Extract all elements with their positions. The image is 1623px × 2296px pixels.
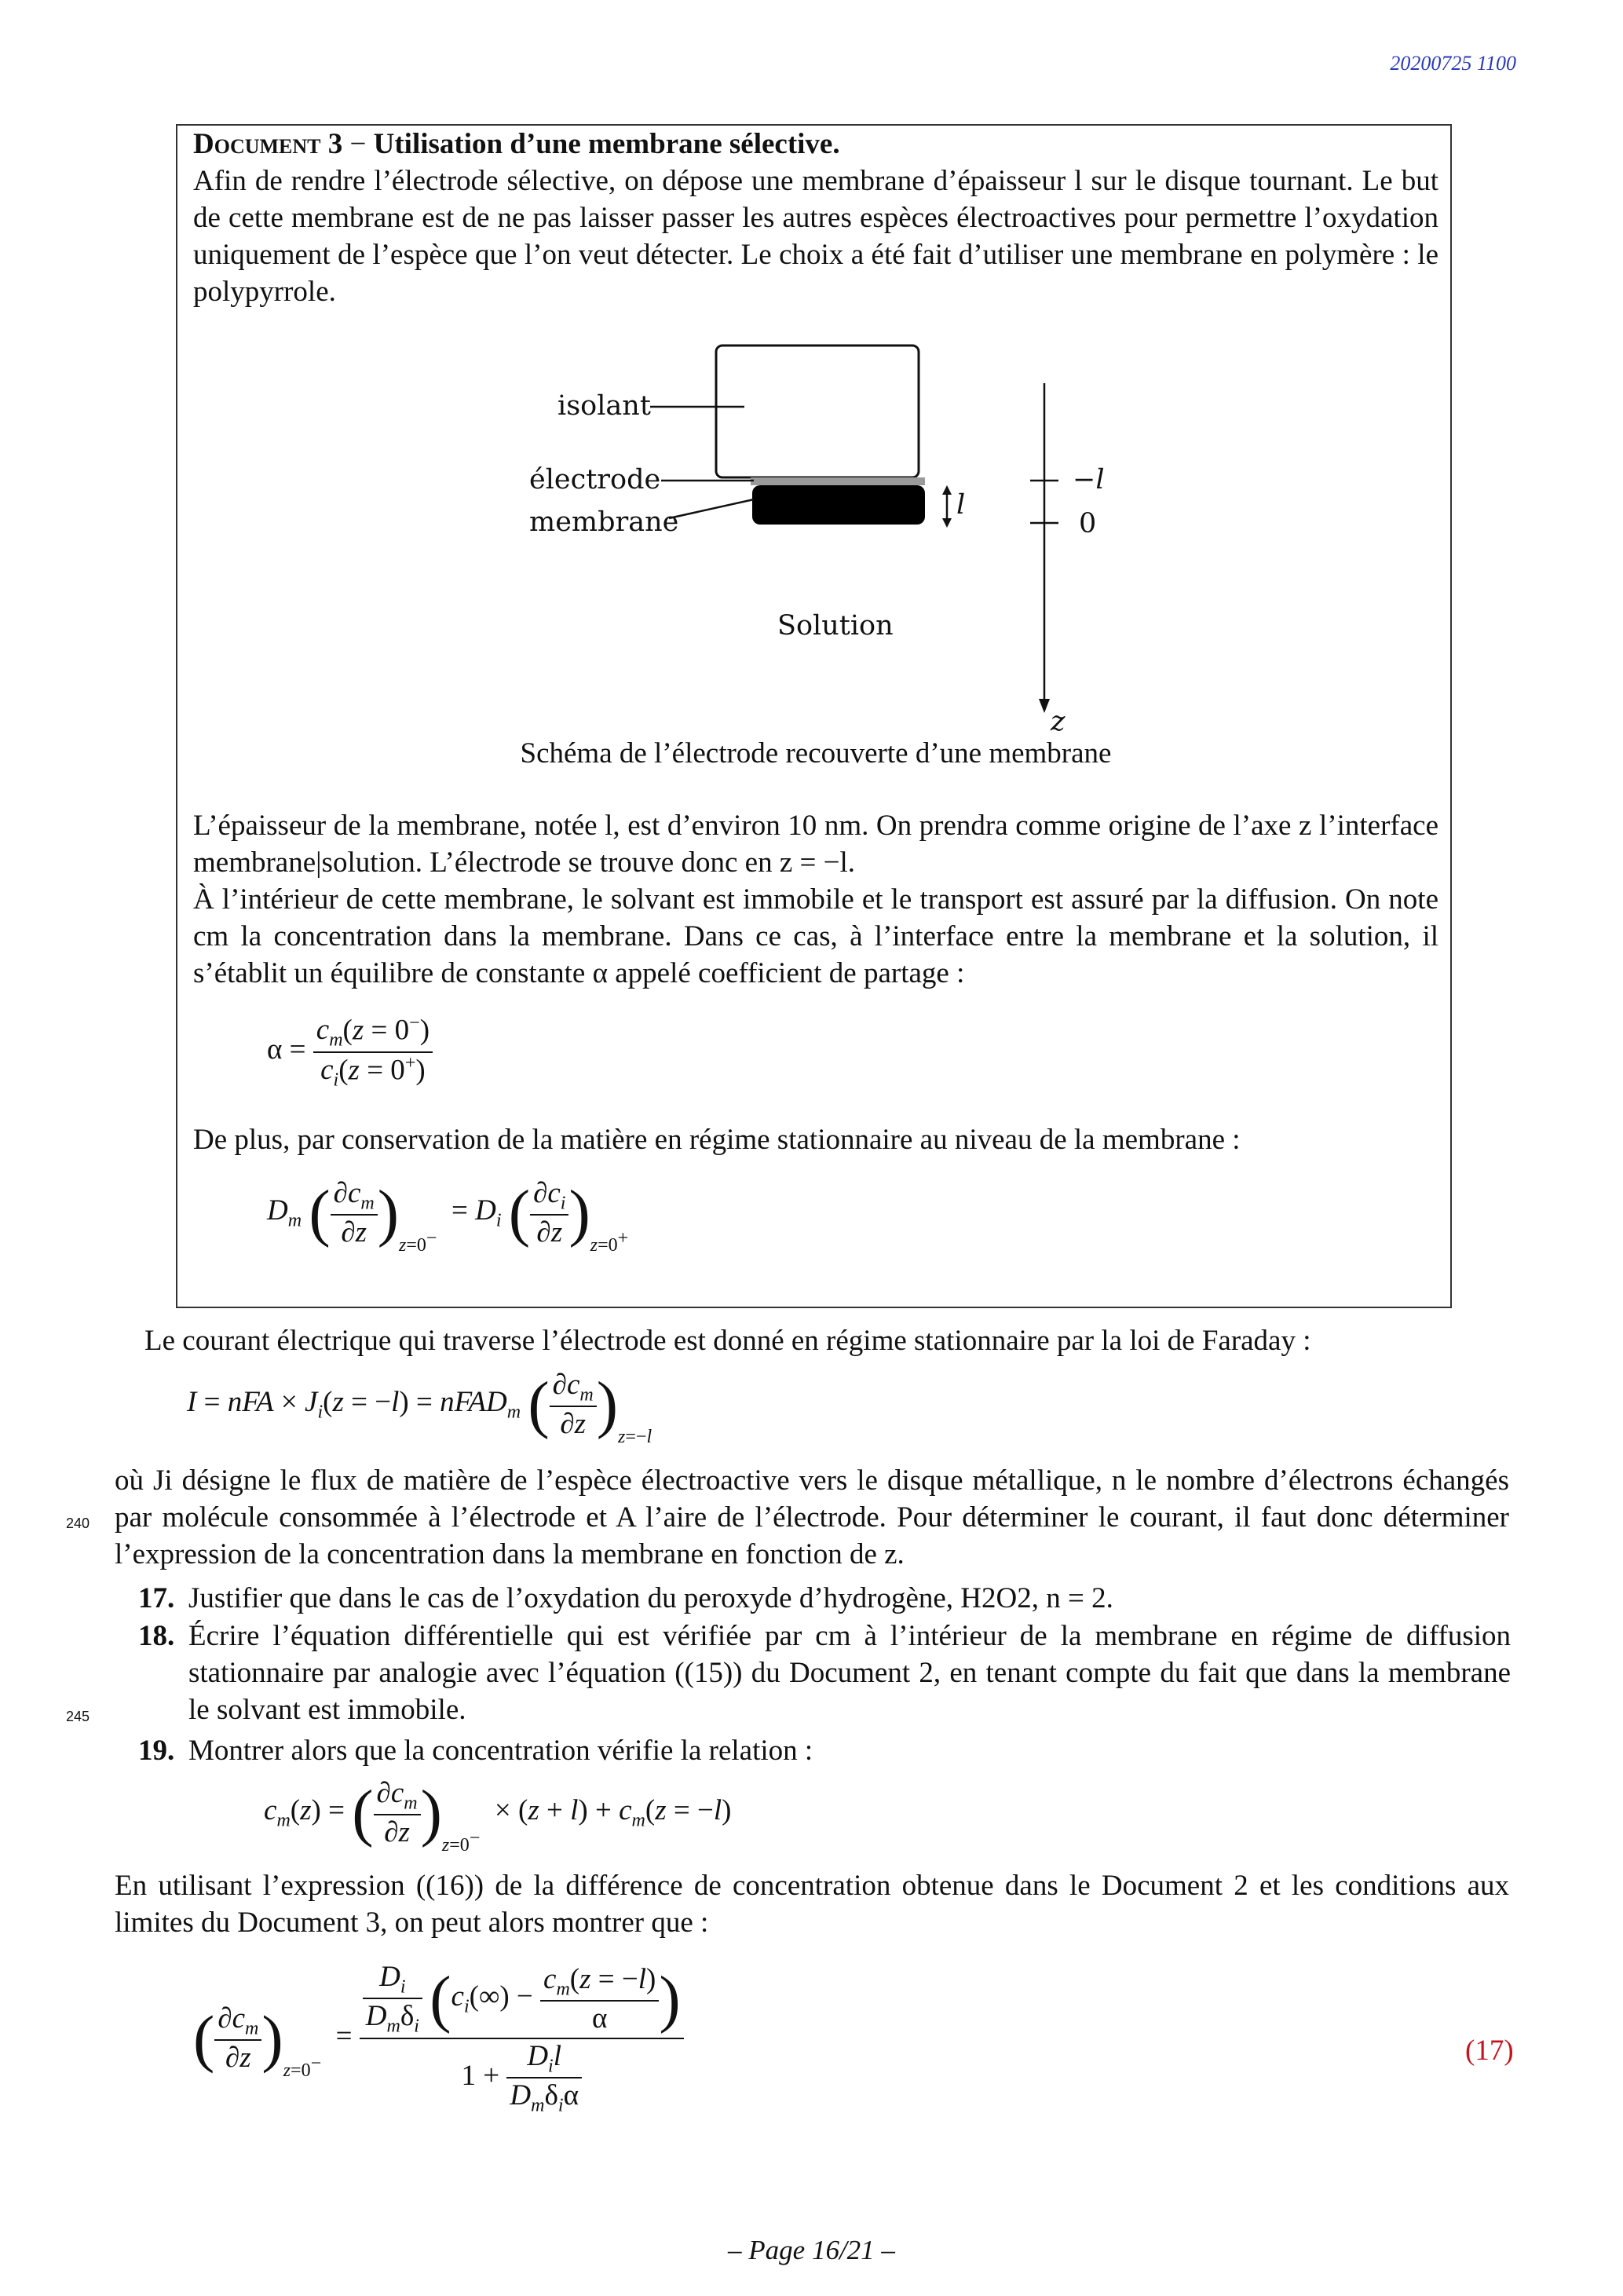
figure-caption: Schéma de l’électrode recouverte d’une membrane — [520, 737, 1112, 770]
document-3-intro: Afin de rendre l’électrode sélective, on dépose une membrane d’épaisseur l sur le disque tournant. Le but de cette membrane est de ne pas laisser passer les autres espèces électroactives pour permettre l’oxydation uniquement de l’espèce que l’on veut détecter. Le choix a été fait d’utiliser une membrane en polymère : le polypyrrole. — [193, 165, 1438, 308]
electrode-layer — [751, 477, 925, 485]
conservation-paragraph: De plus, par conservation de la matière en régime stationnaire au niveau de la membrane : — [193, 1124, 1241, 1156]
label-membrane: membrane — [529, 506, 679, 538]
page-number: – Page 16/21 – — [728, 2235, 895, 2265]
question-17-text: Justifier que dans le cas de l’oxydation du peroxyde d’hydrogène, H2O2, n = 2. — [188, 1582, 1113, 1614]
question-18-number: 18. — [138, 1620, 175, 1652]
flux-continuity-equation: $D_m$ ( $\frac{\partial c_m}{\partial z}$ )$_{z=0^-} = D_i$ ( $\frac{\partial c_i}{\partial z}$ )$_{z=0^+}$ — [267, 1176, 629, 1256]
document-label: Document 3 — [193, 128, 343, 160]
conclusion-paragraph: En utilisant l’expression ((16)) de la différence de concentration obtenue dans le Document 2 et les conditions aux limites du Document 3, on peut alors montrer que : — [115, 1870, 1509, 1939]
membrane-thickness-paragraph: L’épaisseur de la membrane, notée l, est d’environ 10 nm. On prendra comme origine de l’axe z l’interface membrane|solution. L’électrode se trouve donc en z = −l. — [193, 810, 1438, 879]
z-axis-arrowhead — [1039, 699, 1050, 713]
axis-label-z: z — [1051, 706, 1066, 737]
thickness-arrowhead-down — [942, 518, 952, 528]
faraday-equation: I = nFA × $J_i(z = -l)$ = nFAD$_m$ ( $\frac{\partial c_m}{\partial z}$ )$_{z=-l}$ — [187, 1368, 652, 1448]
electrode-schematic — [471, 330, 1178, 738]
thickness-arrowhead-up — [942, 485, 952, 495]
label-electrode: électrode — [529, 464, 661, 495]
document-label-dash: − — [342, 128, 374, 160]
equation-17-label: (17) — [1465, 2035, 1514, 2067]
faraday-intro: Le courant électrique qui traverse l’électrode est donné en régime stationnaire par la loi de Faraday : — [144, 1325, 1311, 1357]
concentration-profile-equation: $c_m(z)$ = ( $\frac{\partial c_m}{\partial z}$ )$_{z=0^-} \times (z + l) + c_m(z = -l)$ — [264, 1776, 732, 1856]
document-title: Utilisation d’une membrane sélective. — [373, 128, 840, 160]
membrane-transport-paragraph: À l’intérieur de cette membrane, le solvant est immobile et le transport est assuré par la diffusion. On note cm la concentration dans la membrane. Dans ce cas, à l’interface entre la membrane et la solution, il s’établit un équilibre de constante α appelé coefficient de partage : — [193, 883, 1438, 989]
label-thickness: l — [956, 489, 966, 521]
document-code: 20200725 1100 — [1390, 52, 1516, 75]
question-19-text: Montrer alors que la concentration vérifie la relation : — [188, 1735, 813, 1767]
equation-17: ( $\frac{\partial c_m}{\partial z}$ )$_{z=0^-}$ = $\frac{D_i}{D_m\delta_i}$ ($c_i(\infty)$ − $\frac{c_m(z = -l)}{\alpha}$ ) 1 + $\frac{D_il}{D_m\delta_i\alpha}$ — [193, 1960, 684, 2117]
question-19-number: 19. — [138, 1735, 175, 1767]
insulator-block — [716, 345, 919, 477]
axis-label-zero: 0 — [1079, 508, 1097, 539]
partition-coefficient-equation: α = $\frac{c_m(z = 0^-)}{c_i(z = 0^+)}$ — [267, 1013, 433, 1091]
axis-label-minus-l: −l — [1073, 464, 1105, 495]
document-3-heading — [193, 126, 1438, 163]
line-number-240: 240 — [66, 1515, 90, 1531]
membrane-layer — [752, 485, 925, 525]
question-17-number: 17. — [138, 1582, 175, 1614]
membrane-leader-line — [669, 499, 754, 518]
flux-definition-paragraph: où Ji désigne le flux de matière de l’espèce électroactive vers le disque métallique, n le nombre d’électrons échangés par molécule consommée à l’électrode et A l’aire de l’électrode. Pour déterminer le courant, il faut donc déterminer l’expression de la concentration dans la membrane en fonction de z. — [115, 1464, 1509, 1570]
label-solution: Solution — [777, 610, 894, 642]
line-number-245: 245 — [66, 1709, 90, 1724]
question-18-text: Écrire l’équation différentielle qui est vérifiée par cm à l’intérieur de la membrane en régime de diffusion stationnaire par analogie avec l’équation ((15)) du Document 2, en tenant compte du fait que dans la membrane le solvant est immobile. — [188, 1620, 1511, 1726]
label-isolant: isolant — [557, 390, 651, 422]
